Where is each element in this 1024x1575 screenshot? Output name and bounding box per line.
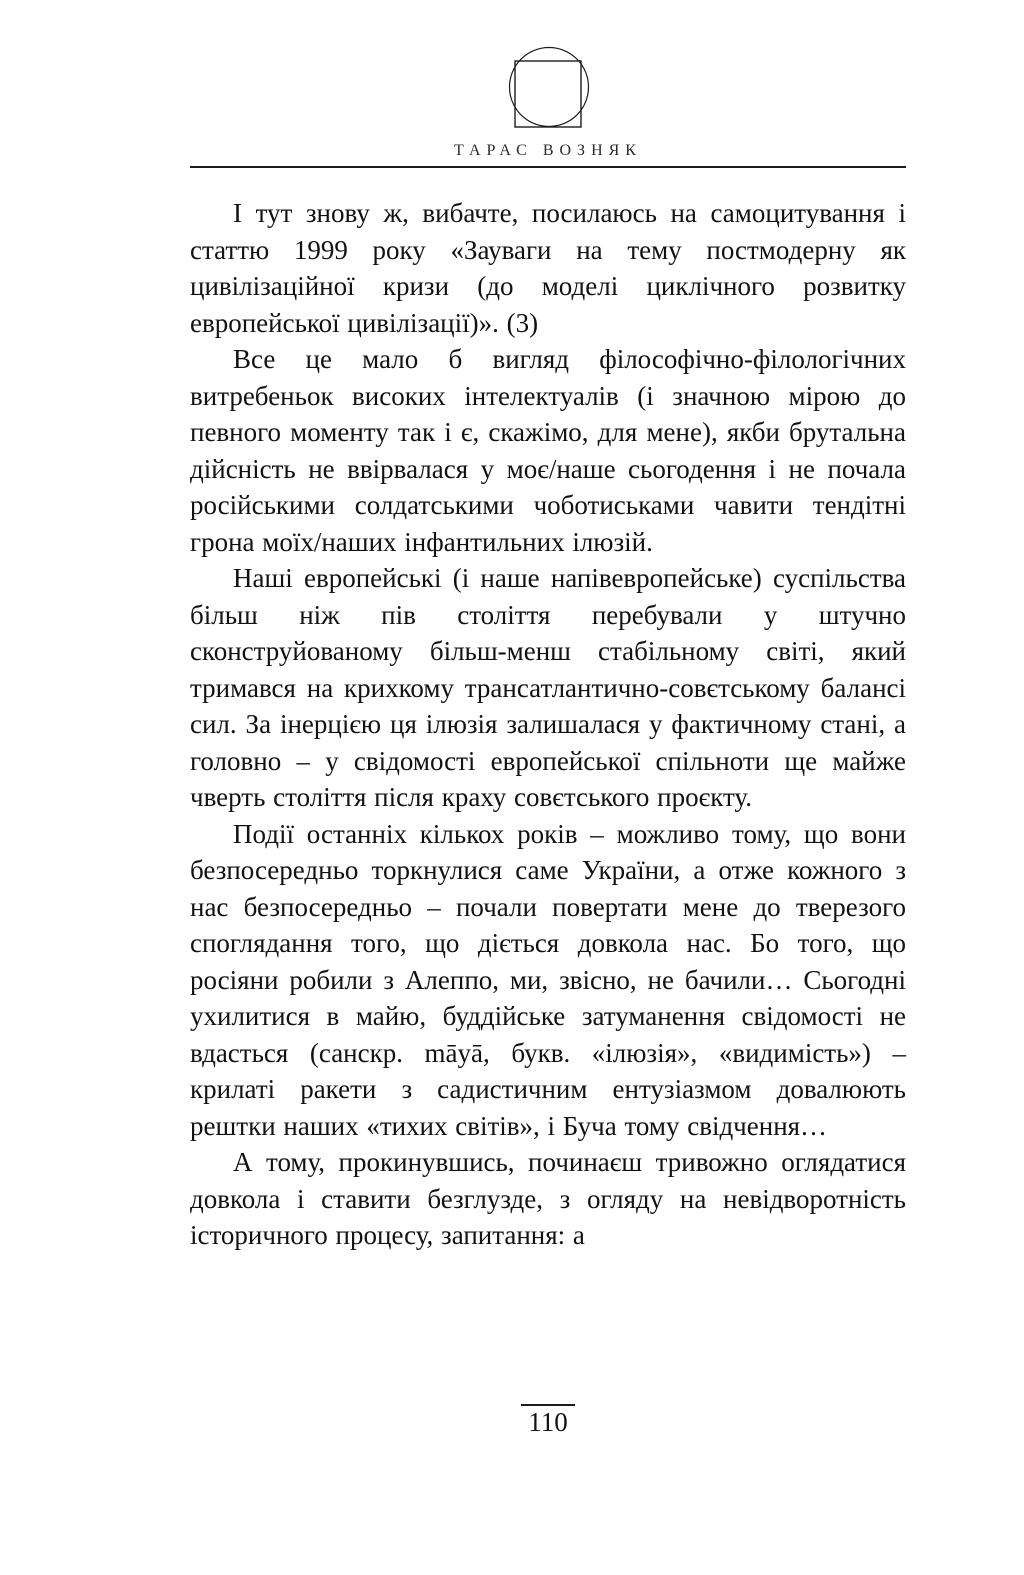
page-footer	[190, 1404, 906, 1438]
paragraph: А тому, прокинувшись, починаєш тривожно оглядатися довкола і ставити безглузде, з огляду на невідворотність історичного процесу, запитання: а	[190, 1147, 906, 1250]
body-text	[190, 168, 906, 1254]
page-header	[190, 0, 906, 168]
paragraph: І тут знову ж, вибачте, посилаюсь на самоцитування і статтю 1999 року «Зауваги на тему постмодерну як цивілізаційної кризи (до моделі циклічного розвитку европейської цивілізації)». (3)	[190, 198, 906, 338]
paragraph: Події останніх кількох років – можливо тому, що вони безпосередньо торкнулися саме України, а отже кожного з нас безпосередньо – почали повертати мене до тверезого споглядання того, що діється довкола нас. Бо того, що росіяни робили з Алеппо, ми, звісно, не бачили… Сьогодні ухилитися в майю, буддійське затуманення свідомості не вдасться (санскр. māyā, букв. «ілюзія», «видимість») – крилаті ракети з садистичним ентузіазмом довалюють рештки наших «тихих світів», і Буча тому свідчення…	[190, 818, 906, 1141]
page-number: 110	[521, 1404, 575, 1438]
text-column	[190, 0, 906, 1254]
author-name: ТАРАС ВОЗНЯК	[454, 142, 642, 159]
square-circle-emblem-icon	[500, 45, 596, 131]
paragraph: Все це мало б вигляд філософічно-філологічних витребеньок високих інтелектуалів (і значною мірою до певного моменту так і є, скажімо, для мене), якби брутальна дійсність не ввірвалася у моє/наше сьогодення і не почала російськими солдатськими чоботиськами чавити тендітні грона моїх/наших інфантильних ілюзій.	[190, 344, 906, 557]
paragraph: Наші европейські (і наше напівевропейське) суспільства більш ніж пів століття перебували у штучно сконструйованому більш-менш стабільному світі, який тримався на крихкому трансатлантично-совєтському балансі сил. За інерцією ця ілюзія залишалася у фактичному стані, а головно – у свідомості европейської спільноти ще майже чверть століття після краху совєтського проєкту.	[190, 563, 906, 812]
